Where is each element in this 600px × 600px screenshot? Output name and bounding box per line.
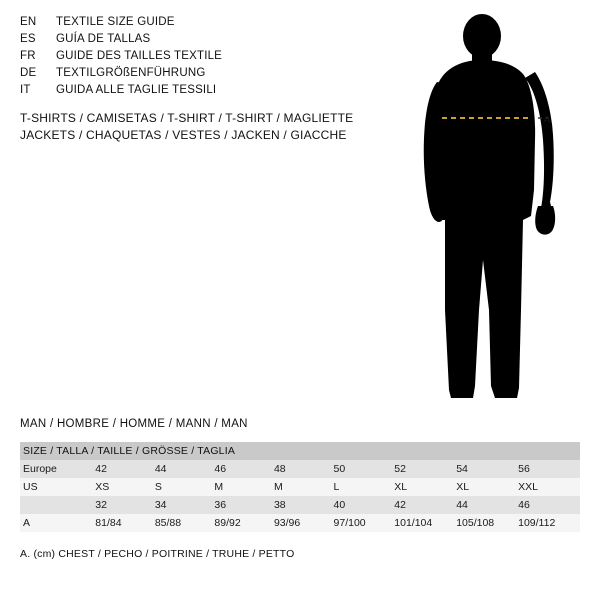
cell-value: 40 <box>334 496 395 514</box>
measure-label-a: A <box>543 114 551 126</box>
language-text: GUIDA ALLE TAGLIE TESSILI <box>56 84 217 96</box>
table-title: MAN / HOMBRE / HOMME / MANN / MAN <box>20 418 248 430</box>
table-row <box>20 478 580 496</box>
cell-value: XXL <box>518 478 580 496</box>
table-row <box>20 514 580 532</box>
cell-value: 48 <box>274 460 334 478</box>
cell-value: 56 <box>518 460 580 478</box>
cell-value: 105/108 <box>456 514 518 532</box>
table-header-label: SIZE / TALLA / TAILLE / GRÖSSE / TAGLIA <box>20 442 580 460</box>
cell-value: 32 <box>95 496 155 514</box>
table-row <box>20 496 580 514</box>
cell-value: 46 <box>518 496 580 514</box>
language-row <box>20 33 350 50</box>
language-row <box>20 84 350 101</box>
cell-value: 42 <box>394 496 456 514</box>
cell-value: 97/100 <box>334 514 395 532</box>
cell-value: 34 <box>155 496 215 514</box>
cell-value: 42 <box>95 460 155 478</box>
category-list <box>20 110 420 144</box>
language-code: DE <box>20 67 37 79</box>
row-label-blank <box>20 496 95 514</box>
cell-value: 50 <box>334 460 395 478</box>
language-text: GUÍA DE TALLAS <box>56 33 151 45</box>
language-row <box>20 50 350 67</box>
cell-value: 81/84 <box>95 514 155 532</box>
cell-value: 44 <box>155 460 215 478</box>
language-text: GUIDE DES TAILLES TEXTILE <box>56 50 223 62</box>
language-text: TEXTILE SIZE GUIDE <box>56 16 175 28</box>
cell-value: 36 <box>214 496 274 514</box>
language-text: TEXTILGRÖßENFÜHRUNG <box>56 67 206 79</box>
cell-value: XL <box>456 478 518 496</box>
language-code: IT <box>20 84 31 96</box>
cell-value: 109/112 <box>518 514 580 532</box>
language-code: EN <box>20 16 37 28</box>
table-header-row <box>20 442 580 460</box>
cell-value: XS <box>95 478 155 496</box>
cell-value: M <box>214 478 274 496</box>
body-figure <box>395 10 595 405</box>
language-code: FR <box>20 50 36 62</box>
cell-value: 46 <box>214 460 274 478</box>
row-label-us: US <box>20 478 95 496</box>
cell-value: L <box>334 478 395 496</box>
cell-value: 85/88 <box>155 514 215 532</box>
cell-value: XL <box>394 478 456 496</box>
cell-value: 52 <box>394 460 456 478</box>
language-row <box>20 67 350 84</box>
cell-value: 38 <box>274 496 334 514</box>
cell-value: 101/104 <box>394 514 456 532</box>
language-code: ES <box>20 33 36 45</box>
size-table <box>20 442 580 532</box>
cell-value: 93/96 <box>274 514 334 532</box>
cell-value: 89/92 <box>214 514 274 532</box>
table-row <box>20 460 580 478</box>
row-label-a: A <box>20 514 95 532</box>
footnote: A. (cm) CHEST / PECHO / POITRINE / TRUHE / PETTO <box>20 548 295 560</box>
row-label-europe: Europe <box>20 460 95 478</box>
category-tshirts: T-SHIRTS / CAMISETAS / T-SHIRT / T-SHIRT / MAGLIETTE <box>20 111 354 125</box>
cell-value: M <box>274 478 334 496</box>
cell-value: S <box>155 478 215 496</box>
language-list <box>20 16 350 101</box>
cell-value: 44 <box>456 496 518 514</box>
language-row <box>20 16 350 33</box>
cell-value: 54 <box>456 460 518 478</box>
category-jackets: JACKETS / CHAQUETAS / VESTES / JACKEN / GIACCHE <box>20 128 347 142</box>
